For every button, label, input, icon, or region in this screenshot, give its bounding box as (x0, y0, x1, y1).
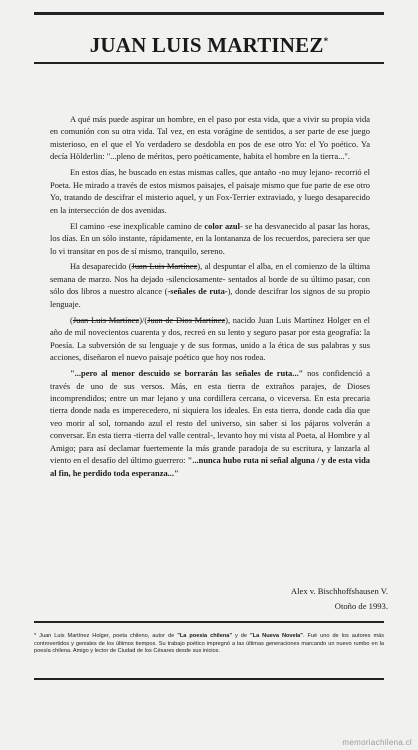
p5-strike-1: Juan Luis Martínez (72, 314, 140, 325)
footnote (34, 633, 384, 656)
p6-quote-2: "...nunca hubo ruta ni señal alguna / y de esta vida al fin, he perdido toda esperanza..." (50, 455, 370, 478)
footnote-rule (34, 621, 384, 623)
p4-c: ), al despuntar el alba, en el comienzo de la última semana de marzo. Nos ha dejado -silenciosamente- sentados al borde de su último pasar, con sólo dos libros a nuestro alcance ( (50, 261, 371, 297)
watermark: memoriachilena.cl (342, 738, 412, 747)
paragraph-1: A qué más puede aspirar un hombre, en el paso por esta vida, que a vivir su propia vida en comunión con su otra vida. Tal vez, en esta vorágine de sentidos, a ser parte de ese juego misterioso, en el que el Yo verdadero se desdobla en pos de ese otro Yo: el Yo poético. Ya decía Hölderlin: "...pleno de méritos, pero poéticamente, habita el hombre en la tierra...". (50, 114, 370, 162)
article-body (50, 113, 370, 483)
p4-bold: -señales de ruta- (167, 286, 228, 297)
footnote-c: y de (232, 633, 250, 639)
paragraph-6 (50, 367, 370, 479)
footnote-book-1: "La poesía chilena" (177, 633, 233, 639)
p3-a: El camino -ese inexplicable camino de (70, 220, 205, 231)
bottom-rule (34, 678, 384, 680)
footnote-a: * Juan Luis Martínez Holger, poeta chileno, autor de (34, 633, 178, 639)
paragraph-3 (50, 220, 370, 257)
p5-c: )/( (139, 314, 148, 325)
signature-author: Alex v. Bischhoffshausen V. (290, 586, 388, 596)
p3-c: - se ha desvanecido al pasar las horas, los días. En un sólo instante, rápidamente, en la lontananza de los recuerdos, pareciera ser que lo vi transitar en pos de sí mismo, tranquilo, sereno. (50, 220, 370, 256)
footnote-book-2: "La Nueva Novela" (250, 633, 303, 639)
title-block (34, 33, 384, 58)
title-text: JUAN LUIS MARTINEZ (89, 33, 324, 57)
p5-strike-2: Juan de Dios Martínez (147, 314, 226, 325)
p5-e: ), nacido Juan Luis Martínez Holger en el año de mil novecientos cuarenta y dos, recreó en su lento y seguro pasar por esta geografía: la Poesía. La subversión de su lenguaje y de sus formas, unido a la ética de sus palabras y sus acciones, diseñaron el nuevo paisaje poético que hoy nos rodea. (50, 314, 370, 363)
p5-a: ( (70, 314, 73, 325)
p4-a: Ha desaparecido ( (70, 261, 132, 272)
paragraph-4 (50, 260, 370, 310)
p6-b: nos confidenció a través de uno de sus versos. Más, en esta tierra de extraños parajes, de Dioses incomprendidos; entre un mar lejano y una cordillera cercana, o viceversa. En esta precaria tierra donde nada es imperecedero, ni siquiera los ideales. En esta tierra, donde cada día que veo morir al sol, tornando azul el resto del universo, sin saber si los pájaros volverán a conversar. En esta tierra -tierra del valle central-, levanto hoy mi vista al Poeta, al Hombre y al Amigo; para así declamar fuertemente la más grande paradoja de su escritura, y lanzarla al viento en el desafío del último guerrero: (50, 368, 370, 466)
p6-quote-1: "...pero al menor descuido se borrarán las señales de ruta..." (70, 368, 304, 379)
p4-strike: Juan Luis Martínez (131, 261, 198, 272)
p3-bold: color azul (204, 220, 240, 231)
page-title (34, 33, 384, 58)
footnote-e: . Fué uno de los autores más controvertidos y geniales de los últimos tiempos. Su trabajo poético impregnó a las últimas generaciones marcando un nuevo rumbo en la poesía chilena. Amigo y lector de Ciudad de los Césares desde sus inicios. (34, 633, 385, 655)
top-rule (34, 12, 384, 15)
paragraph-5 (50, 314, 370, 364)
signature-date: Otoño de 1993. (334, 601, 388, 611)
title-rule (34, 62, 384, 64)
paragraph-2: En estos días, he buscado en estas mismas calles, que antaño -no muy lejano- recorrió el Poeta. He mirado a través de estos mismos paisajes, el paisaje mismo que fue parte de ese otro Yo, tratando de descifrar el misterio aquel, y un Fox-Terrier extraviado, y luego desaparecido en la intersección de dos avenidas. (50, 167, 370, 215)
title-footnote-mark: * (323, 36, 329, 46)
p4-e: ), donde descifrar los signos de su propio lenguaje. (50, 286, 371, 309)
